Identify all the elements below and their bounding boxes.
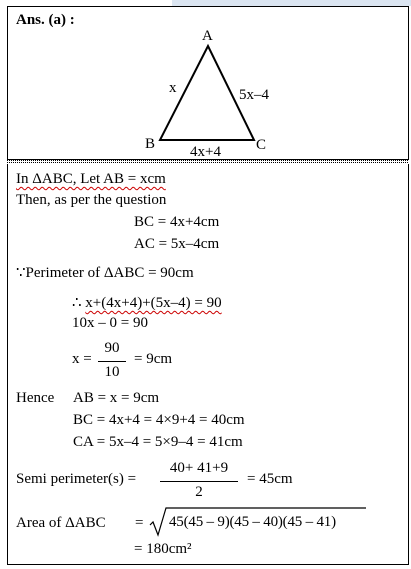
area-result: = 180cm²: [134, 541, 192, 557]
ab-value: AB = x = 9cm: [73, 390, 160, 406]
semi-result: = 45cm: [247, 471, 293, 487]
hence-label: Hence: [16, 390, 55, 406]
ac-equation: AC = 5x–4cm: [134, 236, 220, 252]
vertex-c: C: [256, 137, 267, 153]
semi-perimeter-label: Semi perimeter(s) =: [16, 471, 137, 487]
x-fraction: [98, 340, 126, 382]
therefore-symbol: ∴: [72, 295, 86, 311]
area-equals: =: [135, 515, 144, 531]
area-radicand: 45(45 – 9)(45 – 40)(45 – 41): [169, 514, 336, 530]
solution-intro: [16, 171, 166, 188]
simplified-equation: 10x – 0 = 90: [72, 315, 148, 331]
semi-fraction-bar: [160, 481, 238, 482]
x-prefix: x =: [72, 351, 92, 367]
separator-top: [7, 160, 408, 161]
ca-value: CA = 5x–4 = 5×9–4 = 41cm: [73, 434, 243, 450]
triangle-figure: [0, 0, 411, 165]
x-numerator: 90: [104, 340, 120, 356]
side-ac-label: 5x–4: [239, 87, 269, 103]
area-label: Area of ΔABC: [16, 515, 106, 531]
x-fraction-bar: [98, 361, 126, 362]
semi-denominator: 2: [195, 484, 203, 500]
solution-line2: Then, as per the question: [16, 192, 167, 208]
answer-label: Ans. (a) :: [16, 12, 75, 28]
side-bc-label: 4x+4: [190, 144, 221, 160]
side-ab-label: x: [169, 80, 177, 96]
vertex-b: B: [145, 136, 156, 152]
solution-intro-text: In ΔABC, Let AB = xcm: [16, 171, 166, 187]
separator-bottom: [7, 162, 408, 163]
x-denominator: 10: [104, 364, 120, 380]
x-result: = 9cm: [134, 351, 173, 367]
perimeter-given: ∵Perimeter of ΔABC = 90cm: [16, 265, 194, 281]
sum-equation: x+(4x+4)+(5x–4) = 90: [85, 295, 222, 311]
semi-numerator: 40+ 41+9: [169, 460, 229, 476]
semi-fraction: [160, 460, 238, 504]
bc-value: BC = 4x+4 = 4×9+4 = 40cm: [73, 412, 245, 428]
vertex-a: A: [202, 28, 213, 44]
sum-equation-row: [72, 293, 222, 312]
bc-equation: BC = 4x+4cm: [134, 214, 220, 230]
